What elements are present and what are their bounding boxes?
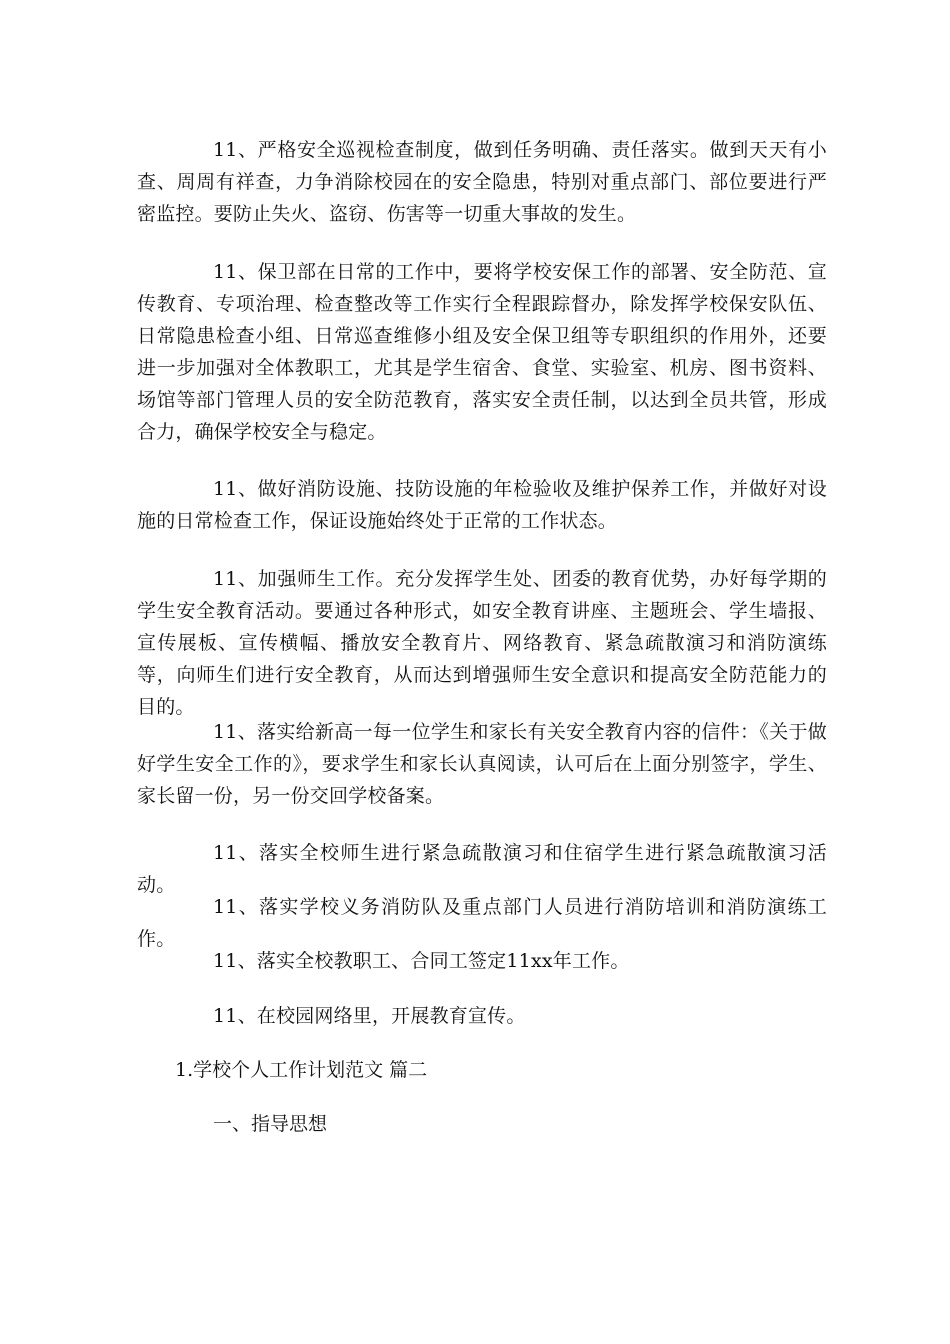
section-heading: 1.学校个人工作计划范文 篇二 bbox=[175, 1059, 428, 1081]
paragraph-4: 11、加强师生工作。充分发挥学生处、团委的教育优势，办好每学期的学生安全教育活动。要通过各种形式，如安全教育讲座、主题班会、学生墙报、宣传展板、宣传横幅、播放安全教育片、网络教育、紧急疏散演习和消防演练等，向师生们进行安全教育，从而达到增强师生安全意识和提高安全防范能力的目的。 bbox=[137, 568, 827, 718]
paragraph-2: 11、保卫部在日常的工作中，要将学校安保工作的部署、安全防范、宣传教育、专项治理、检查整改等工作实行全程跟踪督办，除发挥学校保安队伍、日常隐患检查小组、日常巡查维修小组及安全保卫组等专职组织的作用外，还要进一步加强对全体教职工，尤其是学生宿舍、食堂、实验室、机房、图书资料、场馆等部门管理人员的安全防范教育，落实安全责任制，以达到全员共管，形成合力，确保学校安全与稳定。 bbox=[137, 261, 827, 443]
paragraph-8: 11、落实全校教职工、合同工签定11xx年工作。 bbox=[213, 950, 630, 972]
paragraph-1: 11、严格安全巡视检查制度，做到任务明确、责任落实。做到天天有小查、周周有祥查，力争消除校园在的安全隐患，特别对重点部门、部位要进行严密监控。要防止失火、盗窃、伤害等一切重大事故的发生。 bbox=[137, 139, 827, 225]
subheading: 一、指导思想 bbox=[213, 1113, 328, 1135]
paragraph-3: 11、做好消防设施、技防设施的年检验收及维护保养工作，并做好对设施的日常检查工作，保证设施始终处于正常的工作状态。 bbox=[137, 478, 827, 532]
paragraph-6: 11、落实全校师生进行紧急疏散演习和住宿学生进行紧急疏散演习活动。 bbox=[137, 842, 827, 896]
paragraph-5: 11、落实给新高一每一位学生和家长有关安全教育内容的信件：《关于做好学生安全工作的》，要求学生和家长认真阅读，认可后在上面分别签字，学生、家长留一份，另一份交回学校备案。 bbox=[137, 721, 827, 807]
paragraph-9: 11、在校园网络里，开展教育宣传。 bbox=[213, 1005, 526, 1027]
paragraph-7: 11、落实学校义务消防队及重点部门人员进行消防培训和消防演练工作。 bbox=[137, 896, 827, 950]
